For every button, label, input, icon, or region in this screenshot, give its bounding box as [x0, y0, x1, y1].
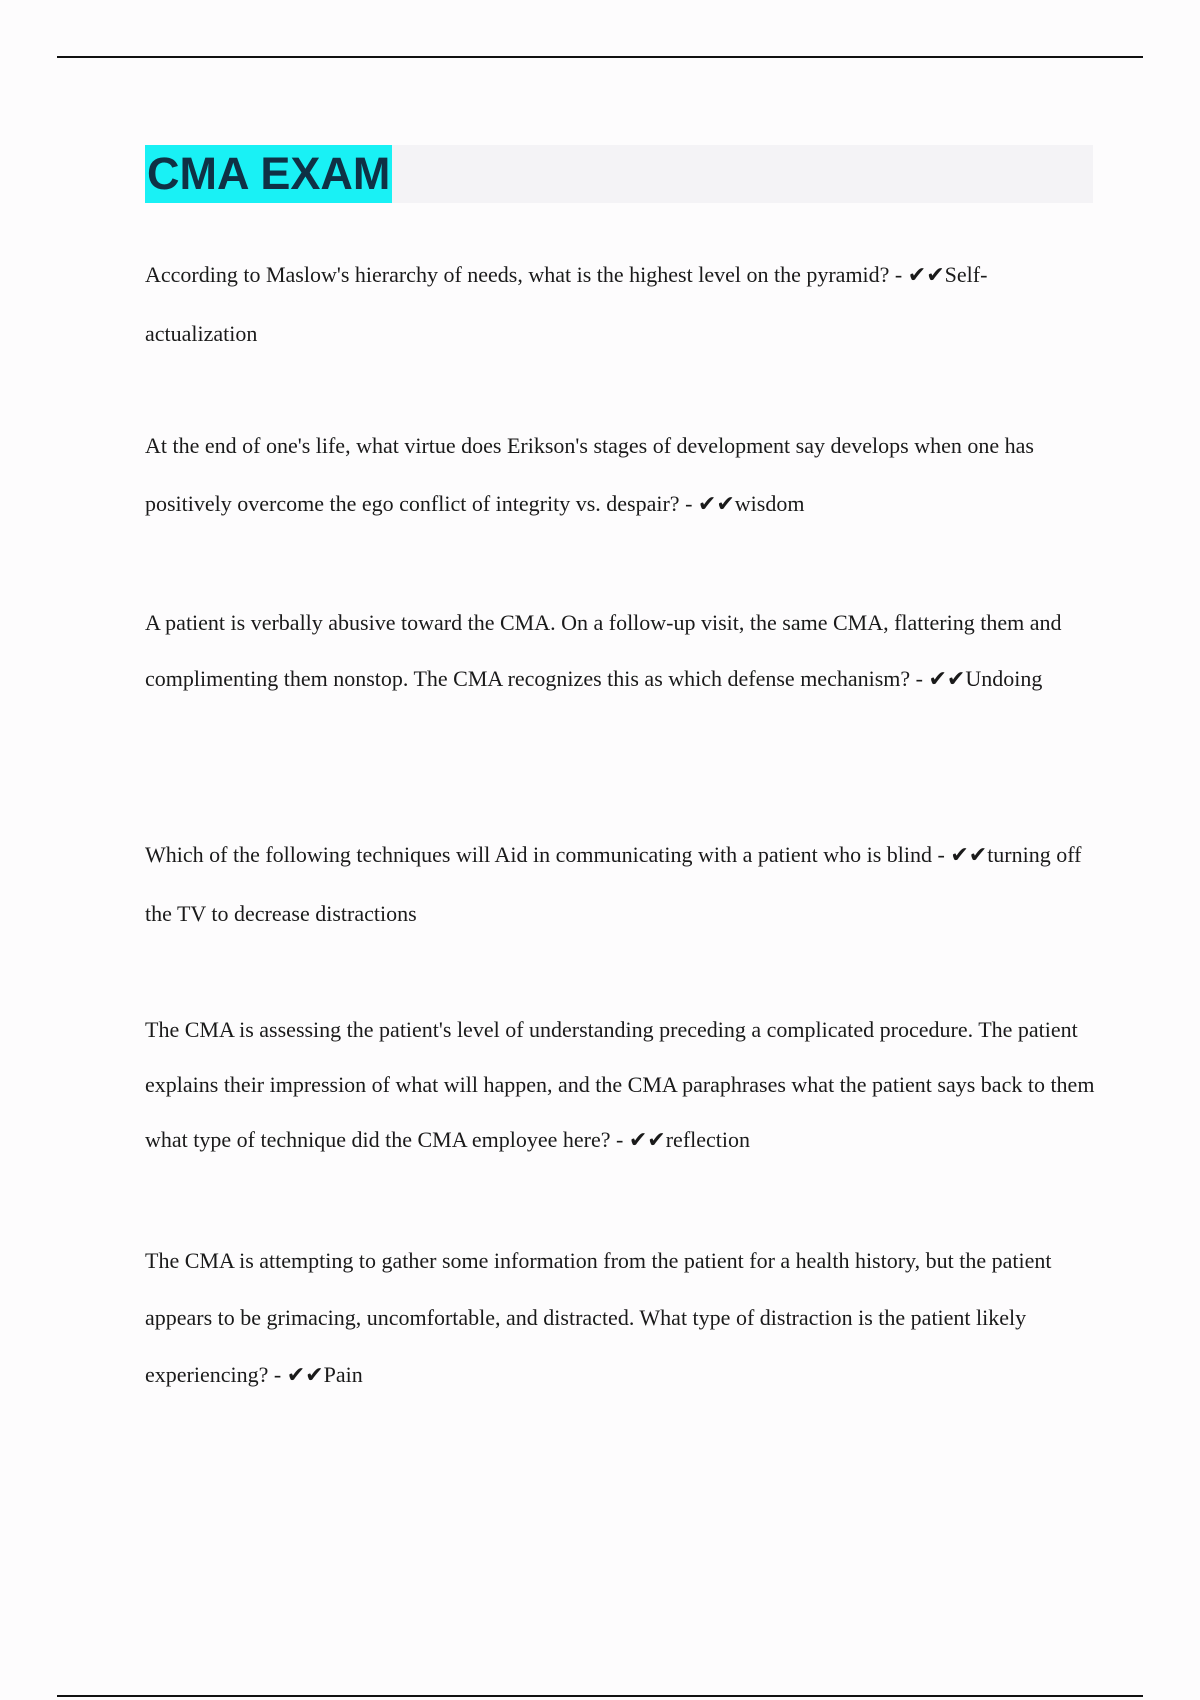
answer-text: reflection: [665, 1127, 751, 1152]
check-icon: ✔✔: [950, 843, 988, 868]
answer-text: turning off the TV to decrease distractions: [145, 842, 1082, 926]
title-bar: [145, 145, 1093, 203]
answer-text: Undoing: [965, 666, 1043, 691]
answer-text: Self-actualization: [145, 262, 988, 346]
qa-item-1: [145, 246, 1095, 363]
check-icon: ✔✔: [628, 1128, 666, 1153]
qa-item-3: [145, 595, 1095, 708]
question-text: According to Maslow's hierarchy of needs, what is the highest level on the pyramid? -: [145, 262, 903, 287]
check-icon: ✔✔: [907, 263, 945, 288]
qa-item-4: [145, 826, 1095, 943]
check-icon: ✔✔: [286, 1363, 324, 1388]
question-text: The CMA is attempting to gather some information from the patient for a health history, but the patient appears to be grimacing, uncomfortable, and distracted. What type of distraction is the patient likely experiencing? -: [145, 1248, 1052, 1387]
bottom-divider: [57, 1695, 1143, 1697]
qa-item-2: [145, 417, 1095, 534]
question-text: At the end of one's life, what virtue does Erikson's stages of development say develops when one has positively overcome the ego conflict of integrity vs. despair? -: [145, 433, 1034, 516]
answer-text: wisdom: [734, 491, 805, 516]
question-text: The CMA is assessing the patient's level of understanding preceding a complicated procedure. The patient explains their impression of what will happen, and the CMA paraphrases what the patient says back to them what type of technique did the CMA employee here? -: [145, 1017, 1095, 1152]
check-icon: ✔✔: [697, 492, 735, 517]
qa-item-6: [145, 1232, 1095, 1404]
question-text: Which of the following techniques will Aid in communicating with a patient who is blind -: [145, 842, 945, 867]
question-text: A patient is verbally abusive toward the CMA. On a follow-up visit, the same CMA, flattering them and complimenting them nonstop. The CMA recognizes this as which defense mechanism? -: [145, 610, 1062, 691]
qa-item-5: [145, 1002, 1095, 1168]
top-divider: [57, 56, 1143, 58]
answer-text: Pain: [323, 1362, 363, 1387]
page-title: CMA EXAM: [145, 145, 392, 203]
check-icon: ✔✔: [928, 667, 966, 692]
